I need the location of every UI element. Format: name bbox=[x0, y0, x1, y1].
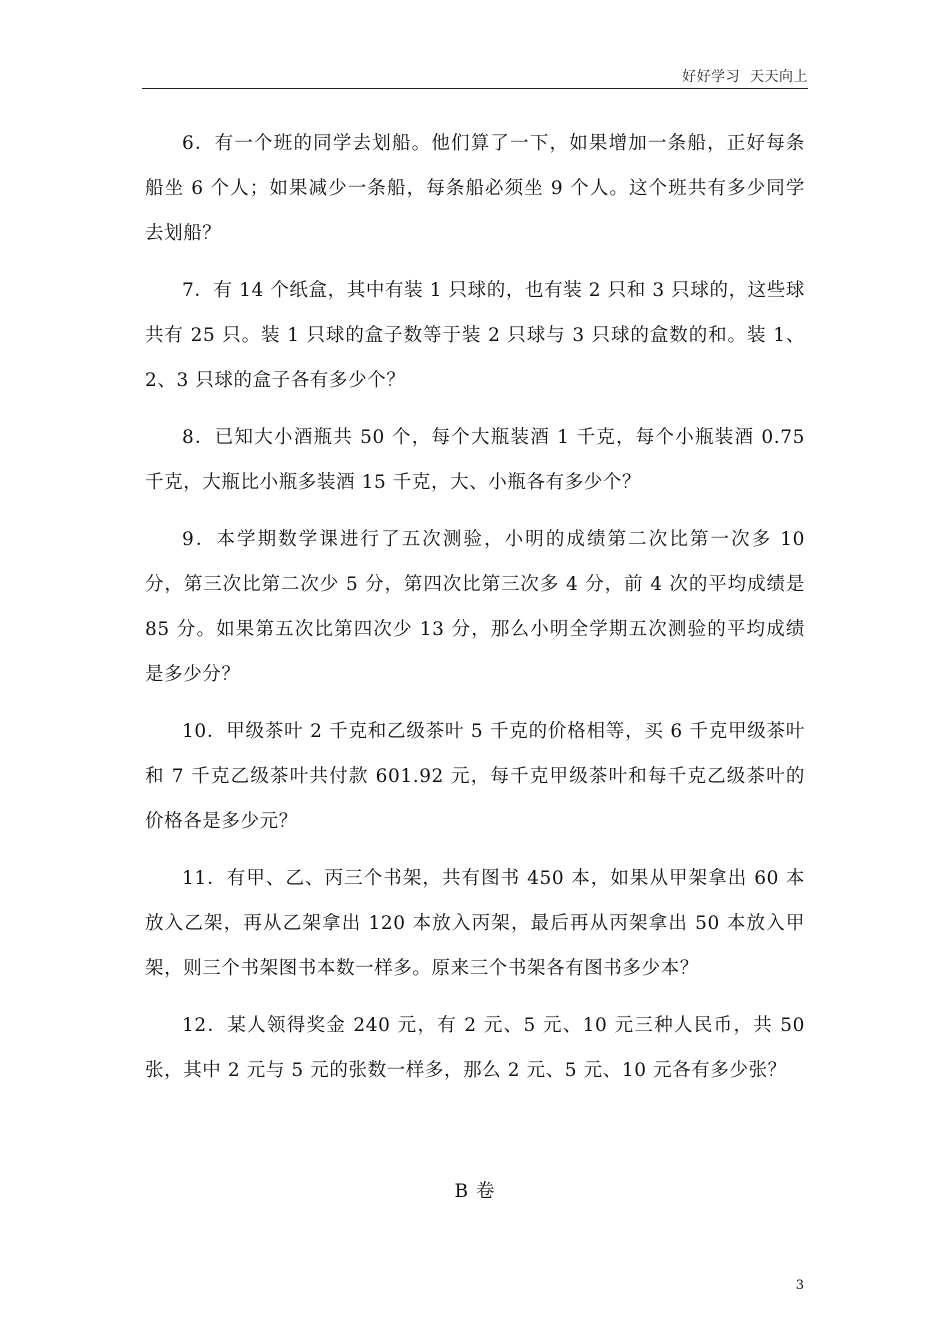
problem-11: 11．有甲、乙、丙三个书架，共有图书 450 本，如果从甲架拿出 60 本放入乙架，再从乙架拿出 120 本放入丙架，最后再从丙架拿出 50 本放入甲架，则三个书架图书本数一样多。原来三个书架各有图书多少本？ bbox=[145, 868, 805, 979]
problem-9: 9．本学期数学课进行了五次测验，小明的成绩第二次比第一次多 10 分，第三次比第二次少 5 分，第四次比第三次多 4 分，前 4 次的平均成绩是 85 分。如果第五次比第四次少 13 分，那么小明全学期五次测验的平均成绩是多少分？ bbox=[145, 529, 805, 685]
problem-8: 8．已知大小酒瓶共 50 个，每个大瓶装酒 1 千克，每个小瓶装酒 0.75 千克，大瓶比小瓶多装酒 15 千克，大、小瓶各有多少个？ bbox=[145, 427, 805, 493]
problem-6: 6．有一个班的同学去划船。他们算了一下，如果增加一条船，正好每条船坐 6 个人；如果减少一条船，每条船必须坐 9 个人。这个班共有多少同学去划船？ bbox=[145, 133, 805, 244]
page-number: 3 bbox=[795, 1278, 804, 1293]
header-motto: 好好学习 天天向上 bbox=[682, 69, 808, 85]
section-title: B 卷 bbox=[454, 1181, 496, 1202]
header-divider bbox=[142, 88, 808, 89]
problem-12: 12．某人领得奖金 240 元，有 2 元、5 元、10 元三种人民币，共 50 张，其中 2 元与 5 元的张数一样多，那么 2 元、5 元、10 元各有多少张？ bbox=[145, 1015, 805, 1081]
problem-list bbox=[145, 121, 805, 1105]
problem-7: 7．有 14 个纸盒，其中有装 1 只球的，也有装 2 只和 3 只球的，这些球共有 25 只。装 1 只球的盒子数等于装 2 只球与 3 只球的盒数的和。装 1、2、3 只球的盒子各有多少个？ bbox=[145, 280, 805, 391]
problem-10: 10．甲级茶叶 2 千克和乙级茶叶 5 千克的价格相等，买 6 千克甲级茶叶和 7 千克乙级茶叶共付款 601.92 元，每千克甲级茶叶和每千克乙级茶叶的价格各是多少元？ bbox=[145, 721, 805, 832]
